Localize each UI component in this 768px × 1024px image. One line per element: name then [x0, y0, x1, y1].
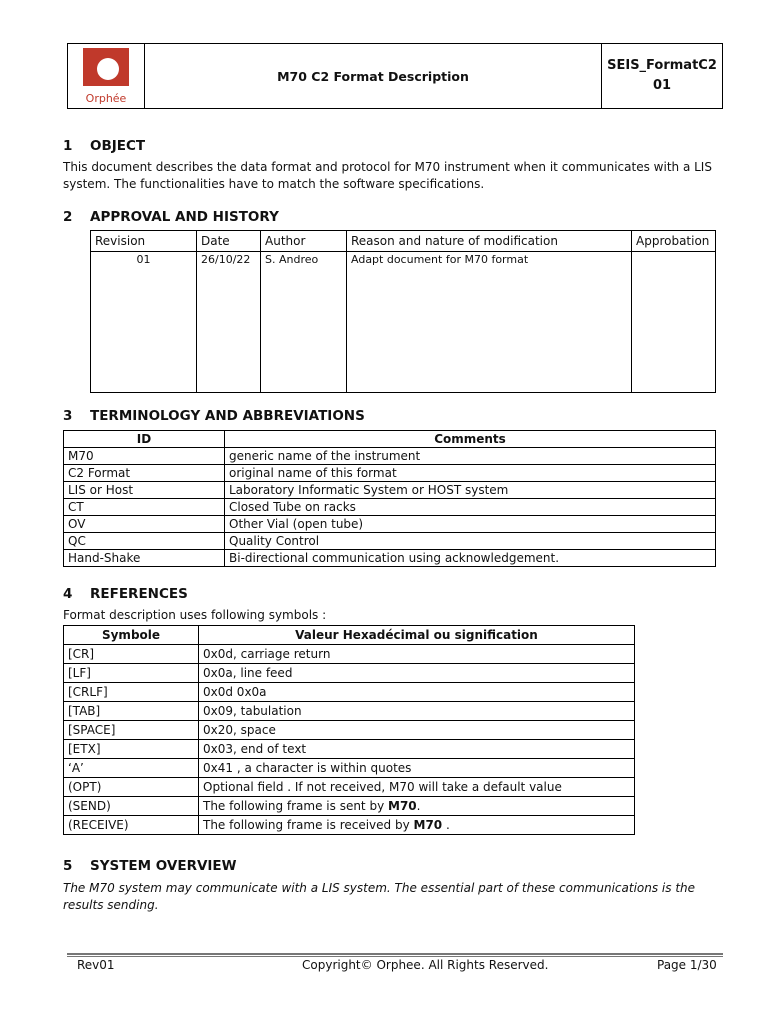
footer-page-number: Page 1/30 — [657, 958, 717, 972]
table-row — [64, 797, 635, 816]
table-row — [64, 482, 716, 499]
footer-divider — [67, 956, 723, 957]
symbol-meaning: The following frame is sent by M70. — [199, 797, 635, 816]
footer-divider — [67, 953, 723, 955]
document-header — [67, 43, 723, 109]
object-paragraph: This document describes the data format and protocol for M70 instrument when it communicates with a LIS system. The functionalities have to match the software specifications. — [63, 160, 712, 191]
symbol-meaning: 0x20, space — [199, 721, 635, 740]
document-title: M70 C2 Format Description — [145, 44, 602, 109]
table-row — [64, 499, 716, 516]
table-row — [64, 465, 716, 482]
symbol-meaning: 0x0d 0x0a — [199, 683, 635, 702]
table-row — [64, 645, 635, 664]
history-header-cell: Date — [197, 231, 261, 252]
symbol-meaning: 0x09, tabulation — [199, 702, 635, 721]
history-cell: Adapt document for M70 format — [347, 252, 632, 393]
doc-version: 01 — [652, 78, 672, 93]
table-row — [64, 550, 716, 567]
symbol-meaning: The following frame is received by M70 . — [199, 816, 635, 835]
symbol-meaning: 0x0a, line feed — [199, 664, 635, 683]
document-reference — [602, 44, 723, 109]
footer-revision: Rev01 — [77, 958, 115, 972]
term-comment: generic name of the instrument — [225, 448, 716, 465]
symbols-table — [63, 625, 635, 835]
symbols-header-cell: Valeur Hexadécimal ou signification — [199, 626, 635, 645]
history-row — [91, 252, 716, 393]
term-id: LIS or Host — [64, 482, 225, 499]
history-header-cell: Approbation — [632, 231, 716, 252]
table-row — [64, 664, 635, 683]
section-heading-approval: 2 APPROVAL AND HISTORY — [63, 209, 279, 225]
symbol: [SPACE] — [64, 721, 199, 740]
footer-copyright: Copyright© Orphee. All Rights Reserved. — [302, 958, 549, 972]
table-row — [64, 816, 635, 835]
section-heading-overview: 5 SYSTEM OVERVIEW — [63, 858, 237, 874]
term-id: QC — [64, 533, 225, 550]
terminology-header-cell: ID — [64, 431, 225, 448]
history-cell: 01 — [91, 252, 197, 393]
term-id: OV — [64, 516, 225, 533]
table-row — [64, 778, 635, 797]
symbol-meaning: 0x0d, carriage return — [199, 645, 635, 664]
history-table — [90, 230, 716, 393]
symbol-meaning: Optional field . If not received, M70 will take a default value — [199, 778, 635, 797]
term-comment: Other Vial (open tube) — [225, 516, 716, 533]
table-row — [64, 516, 716, 533]
logo-cell — [68, 44, 145, 109]
history-cell: 26/10/22 — [197, 252, 261, 393]
term-id: M70 — [64, 448, 225, 465]
symbol: [CR] — [64, 645, 199, 664]
overview-paragraph: The M70 system may communicate with a LIS system. The essential part of these communications is the results sending. — [63, 881, 696, 912]
term-comment: Quality Control — [225, 533, 716, 550]
table-row — [64, 448, 716, 465]
table-row — [64, 683, 635, 702]
term-comment: Bi-directional communication using acknowledgement. — [225, 550, 716, 567]
term-comment: original name of this format — [225, 465, 716, 482]
symbol: (OPT) — [64, 778, 199, 797]
terminology-header-cell: Comments — [225, 431, 716, 448]
symbol: [LF] — [64, 664, 199, 683]
symbol: (RECEIVE) — [64, 816, 199, 835]
history-header-cell: Reason and nature of modification — [347, 231, 632, 252]
terminology-table — [63, 430, 716, 567]
history-header-cell: Author — [261, 231, 347, 252]
term-id: Hand-Shake — [64, 550, 225, 567]
history-cell — [632, 252, 716, 393]
section-heading-references: 4 REFERENCES — [63, 586, 188, 602]
table-row — [64, 533, 716, 550]
term-comment: Closed Tube on racks — [225, 499, 716, 516]
symbol: ‘A’ — [64, 759, 199, 778]
symbols-header-cell: Symbole — [64, 626, 199, 645]
table-row — [64, 740, 635, 759]
symbol-meaning: 0x41 , a character is within quotes — [199, 759, 635, 778]
history-header-cell: Revision — [91, 231, 197, 252]
symbol-meaning: 0x03, end of text — [199, 740, 635, 759]
symbol: [CRLF] — [64, 683, 199, 702]
term-id: C2 Format — [64, 465, 225, 482]
term-id: CT — [64, 499, 225, 516]
term-comment: Laboratory Informatic System or HOST system — [225, 482, 716, 499]
references-intro: Format description uses following symbols : — [63, 608, 327, 622]
symbol: [ETX] — [64, 740, 199, 759]
table-row — [64, 721, 635, 740]
symbol: (SEND) — [64, 797, 199, 816]
table-row — [64, 702, 635, 721]
doc-ref: SEIS_FormatC2 — [607, 58, 717, 73]
section-heading-object: 1 OBJECT — [63, 138, 146, 154]
history-cell: S. Andreo — [261, 252, 347, 393]
table-row — [64, 759, 635, 778]
orphee-logo-icon — [83, 48, 129, 86]
symbol: [TAB] — [64, 702, 199, 721]
section-heading-terminology: 3 TERMINOLOGY AND ABBREVIATIONS — [63, 408, 365, 424]
logo-text: Orphée — [85, 91, 127, 105]
